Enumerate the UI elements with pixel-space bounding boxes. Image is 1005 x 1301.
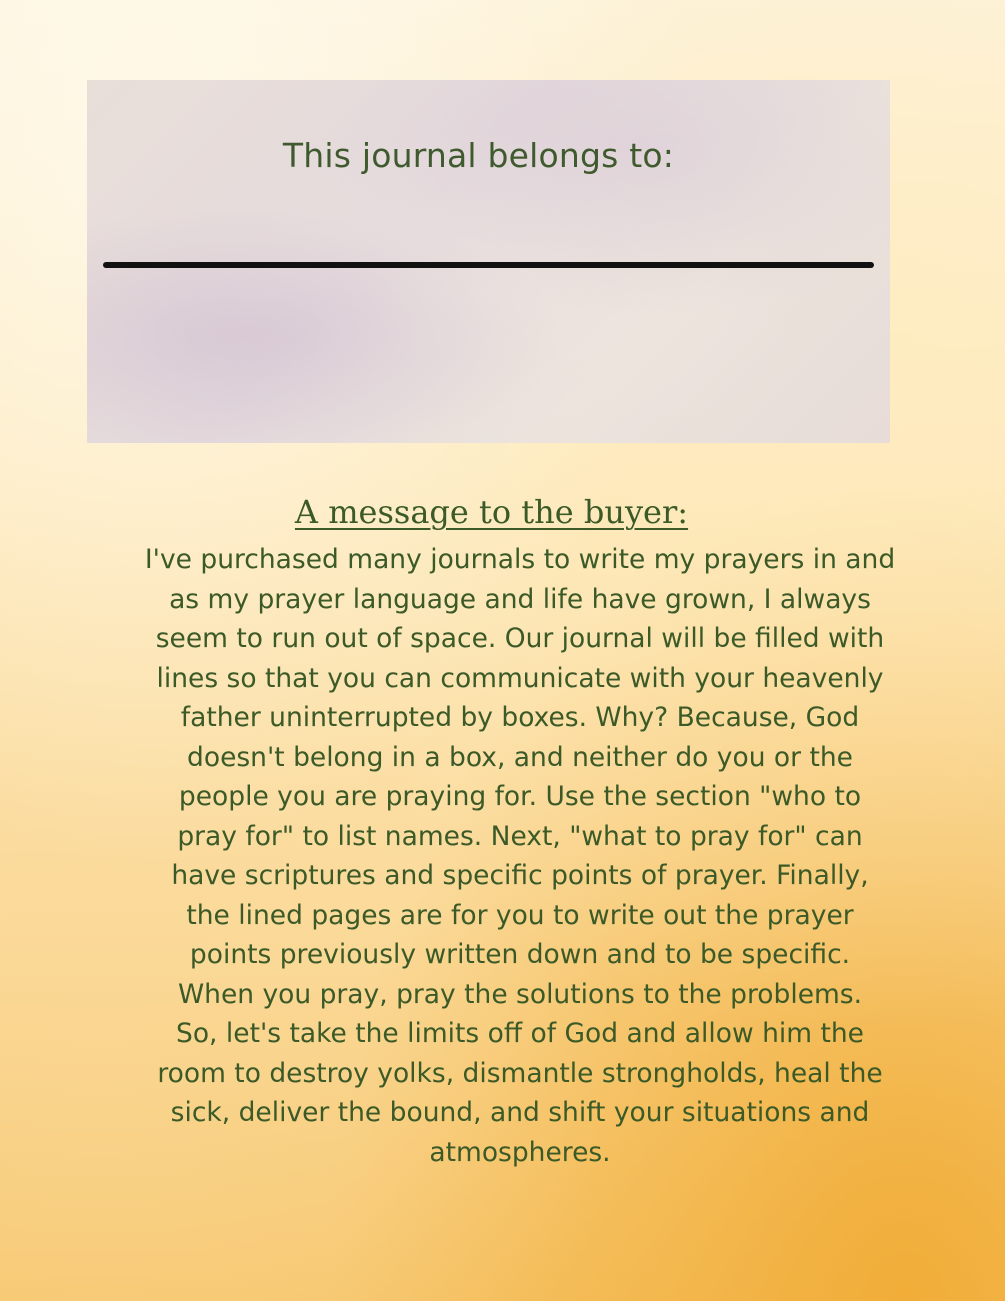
belongs-to-label: This journal belongs to: <box>282 136 675 175</box>
message-line: the lined pages are for you to write out the prayer <box>186 899 854 931</box>
message-line: So, let's take the limits off of God and allow him the <box>176 1018 864 1049</box>
message-line: have scriptures and specific points of prayer. Finally, <box>171 860 869 891</box>
message-line: room to destroy yolks, dismantle strongholds, heal the <box>157 1057 883 1089</box>
owner-name-line <box>103 262 874 268</box>
message-line: atmospheres. <box>429 1136 611 1168</box>
message-line: people you are praying for. Use the section "who to <box>178 781 862 812</box>
message-heading: A message to the buyer: <box>294 493 689 531</box>
message-line: points previously written down and to be specific. <box>189 939 851 970</box>
message-line: pray for" to list names. Next, "what to pray for" can <box>177 820 863 852</box>
message-line: doesn't belong in a box, and neither do you or the <box>187 741 853 773</box>
message-line: as my prayer language and life have grown, I always <box>169 583 871 615</box>
message-line: sick, deliver the bound, and shift your situations and <box>170 1097 870 1128</box>
message-line: I've purchased many journals to write my prayers in and <box>144 544 896 575</box>
owner-name-card <box>87 80 890 443</box>
message-line: seem to run out of space. Our journal will be filled with <box>155 623 885 654</box>
message-line: When you pray, pray the solutions to the problems. <box>177 978 863 1010</box>
message-body <box>140 540 900 1172</box>
message-line: lines so that you can communicate with your heavenly <box>156 662 884 694</box>
message-line: father uninterrupted by boxes. Why? Because, God <box>180 702 860 733</box>
